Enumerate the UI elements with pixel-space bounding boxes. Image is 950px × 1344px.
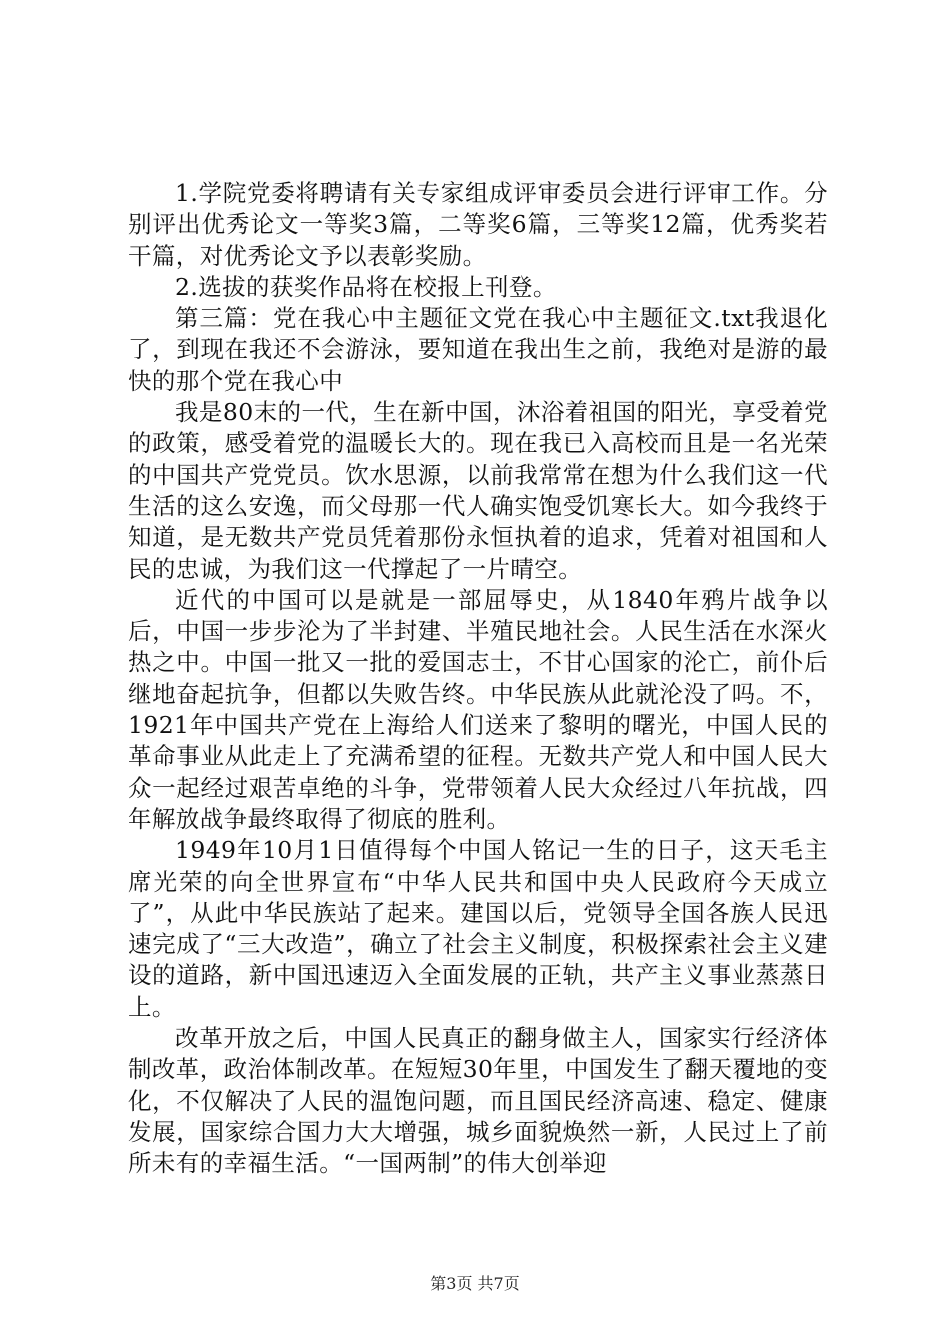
paragraph-review-committee: 1.学院党委将聘请有关专家组成评审委员会进行评审工作。分别评出优秀论文一等奖3篇，二等奖6篇，三等奖12篇，优秀奖若干篇，对优秀论文予以表彰奖励。: [128, 179, 828, 270]
paragraph-publication: 2.选拔的获奖作品将在校报上刊登。: [175, 272, 557, 301]
paragraph-modern-china: 近代的中国可以是就是一部屈辱史，从1840年鸦片战争以后，中国一步步沦为了半封建、半殖民地社会。人民生活在水深火热之中。中国一批又一批的爱国志士，不甘心国家的沦亡，前仆后继地奋起抗争，但都以失败告终。中华民族从此就沦没了吗。不，1921年中国共产党在上海给人们送来了黎明的曙光，中国人民的革命事业从此走上了充满希望的征程。无数共产党人和中国人民大众一起经过艰苦卓绝的斗争，党带领着人民大众经过八年抗战，四年解放战争最终取得了彻底的胜利。: [128, 585, 828, 833]
page-number-footer: 第3页 共7页: [430, 1274, 520, 1293]
document-body: [128, 178, 828, 1180]
paragraph-third-essay-title: 第三篇：党在我心中主题征文党在我心中主题征文.txt我退化了，到现在我还不会游泳，要知道在我出生之前，我绝对是游的最快的那个党在我心中: [128, 304, 828, 395]
paragraph-founding-1949: 1949年10月1日值得每个中国人铭记一生的日子，这天毛主席光荣的向全世界宣布“中华人民共和国中央人民政府今天成立了”，从此中华民族站了起来。建国以后，党领导全国各族人民迅速完成了“三大改造”，确立了社会主义制度，积极探索社会主义建设的道路，新中国迅速迈入全面发展的正轨，共产主义事业蒸蒸日上。: [128, 836, 828, 1021]
paragraph-reform-opening: 改革开放之后，中国人民真正的翻身做主人，国家实行经济体制改革，政治体制改革。在短短30年里，中国发生了翻天覆地的变化，不仅解决了人民的温饱问题，而且国民经济高速、稳定、健康发展，国家综合国力大大增强，城乡面貌焕然一新，人民过上了前所未有的幸福生活。“一国两制”的伟大创举迎: [128, 1024, 828, 1178]
paragraph-born-in-80s: 我是80末的一代，生在新中国，沐浴着祖国的阳光，享受着党的政策，感受着党的温暖长大的。现在我已入高校而且是一名光荣的中国共产党党员。饮水思源，以前我常常在想为什么我们这一代生活的这么安逸，而父母那一代人确实饱受饥寒长大。如今我终于知道，是无数共产党员凭着那份永恒执着的追求，凭着对祖国和人民的忠诚，为我们这一代撑起了一片晴空。: [128, 398, 828, 583]
